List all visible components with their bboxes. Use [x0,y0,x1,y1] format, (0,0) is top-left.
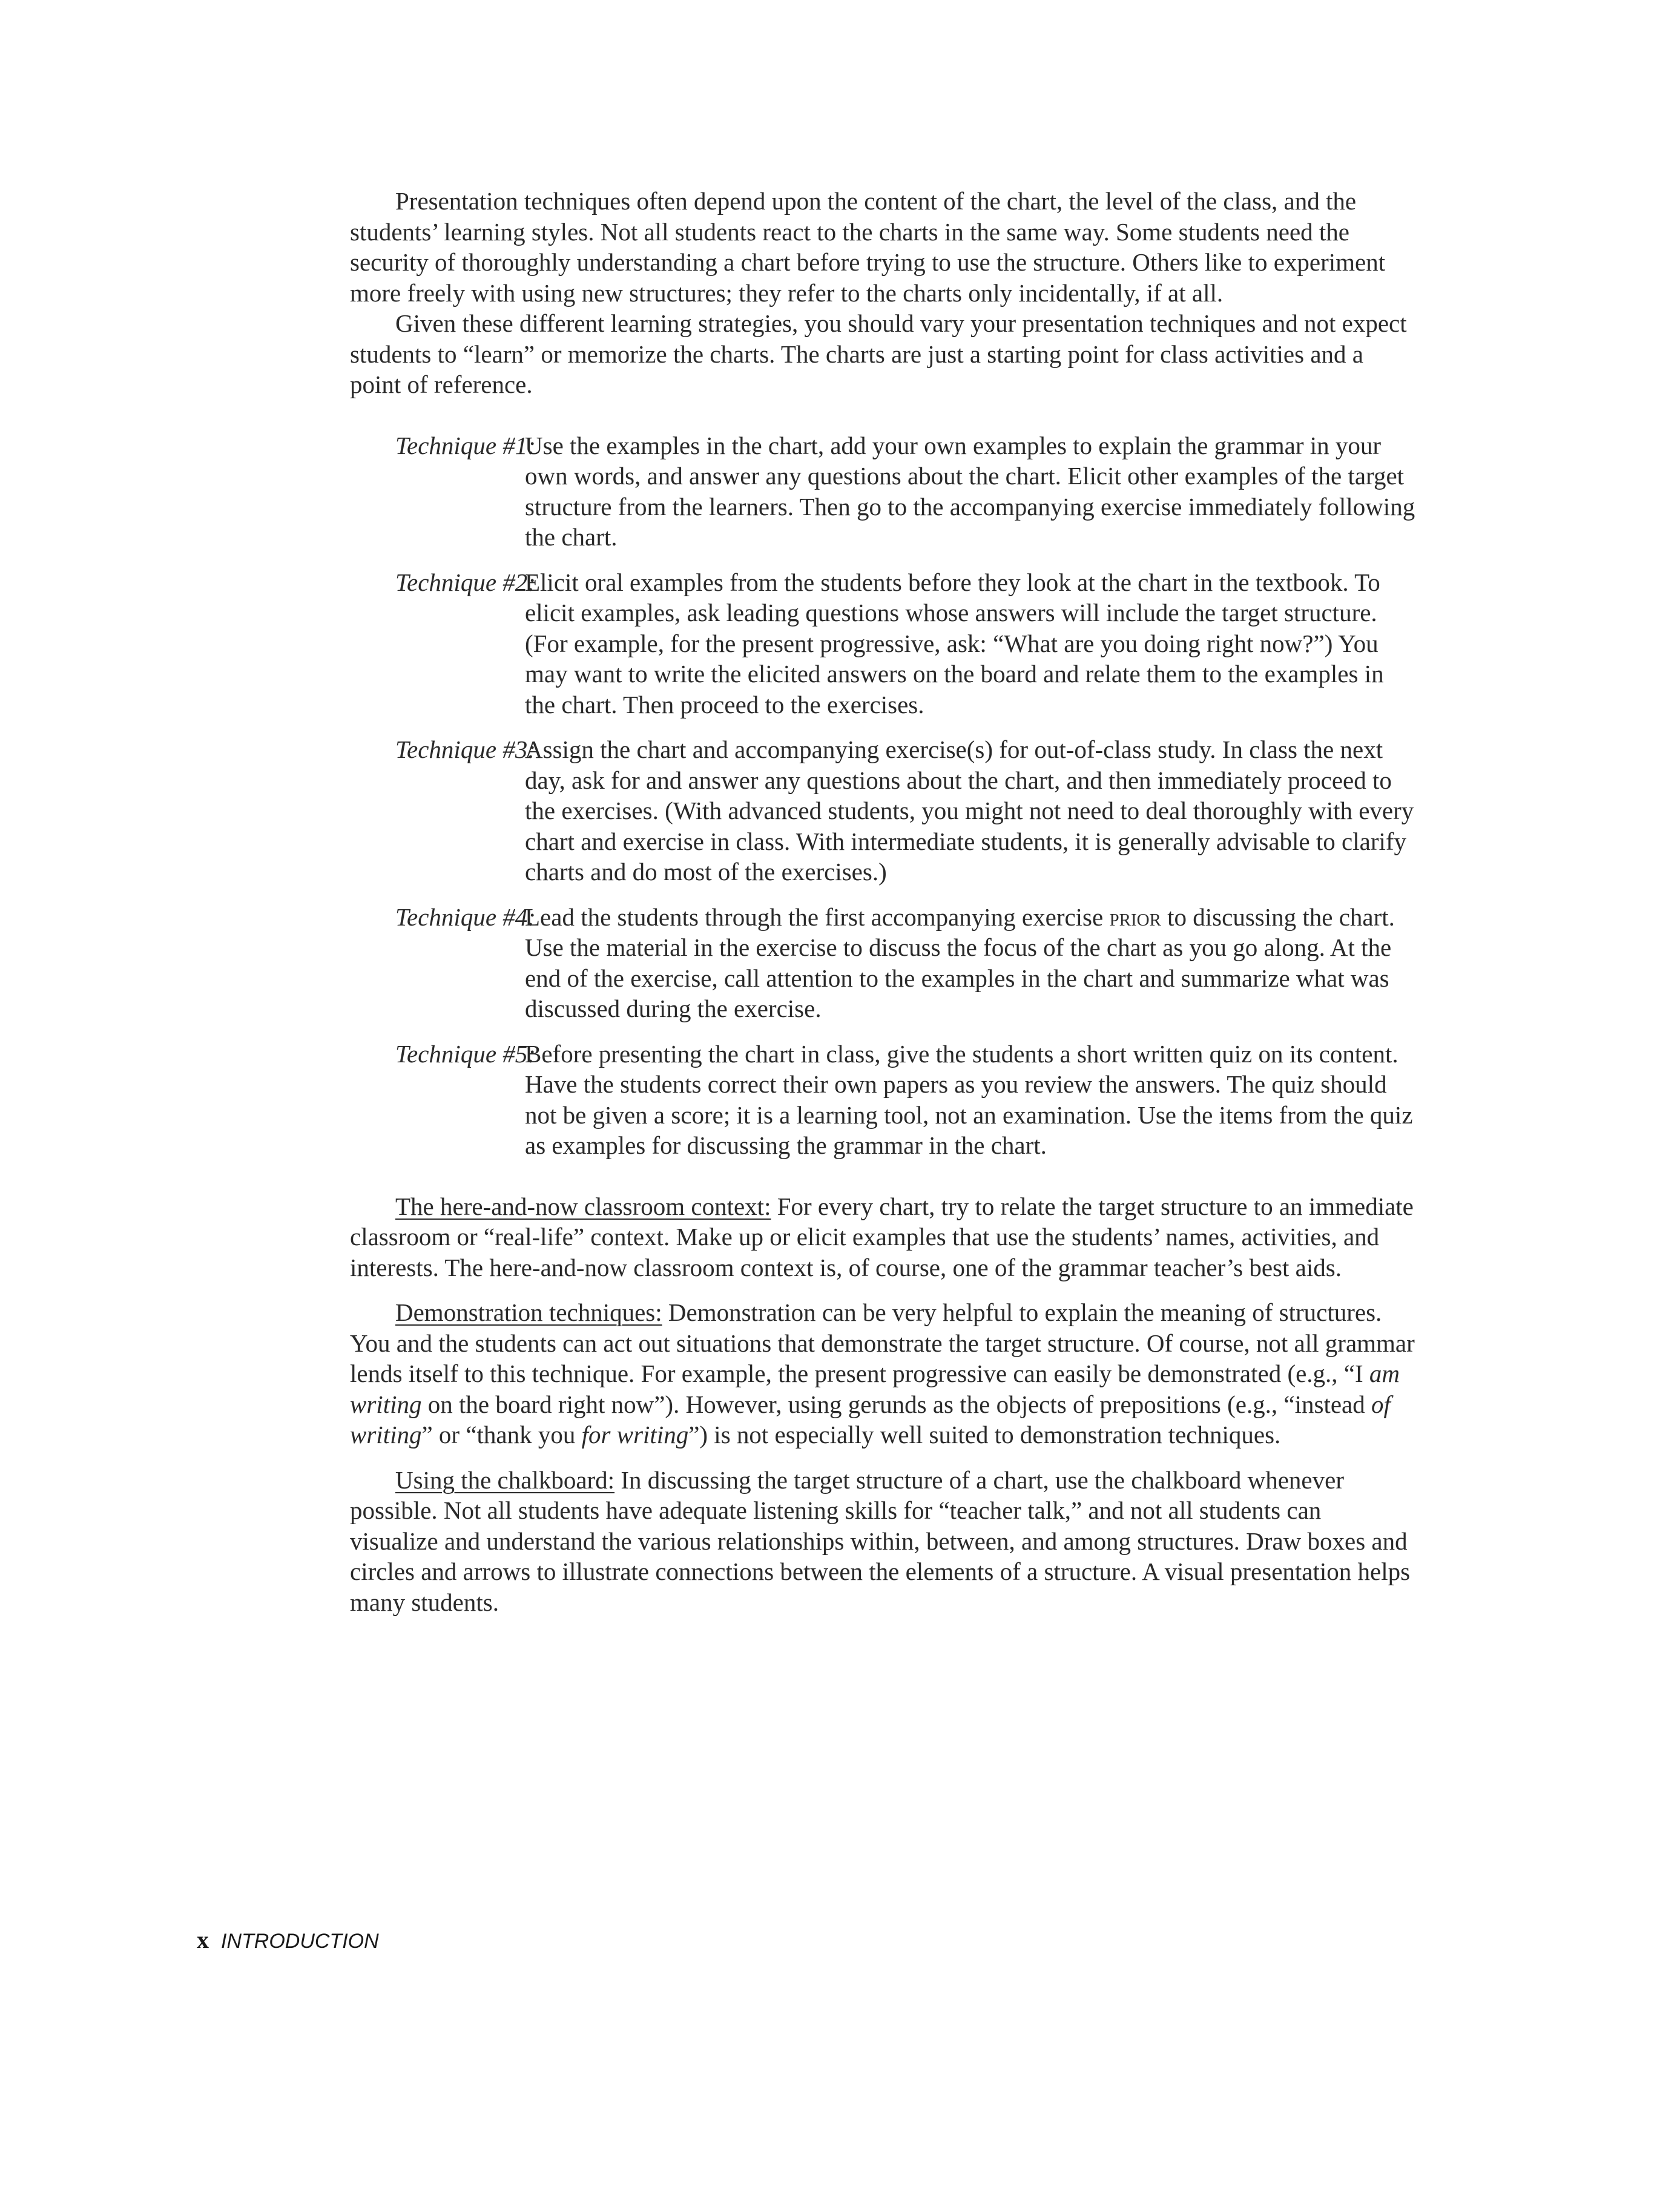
page-number: x [197,1926,209,1953]
technique-label: Technique #4: [395,903,536,931]
example-am-writing: am writing [350,1360,1400,1418]
body-text [350,186,1415,1617]
technique-item [350,567,1415,720]
heading-here-and-now: The here-and-now classroom context: [395,1192,771,1220]
example-of-writing: of writing [350,1390,1391,1449]
paragraph-demonstration [350,1297,1415,1450]
technique-text-part: Lead the students through the first accompanying exercise [525,903,1110,931]
technique-text: Use the examples in the chart, add your own examples to explain the grammar in your own words, and answer any questions about the chart. Elicit other examples of the target structure from the learners. Then go to the accompanying exercise immediately following the chart. [525,431,1415,551]
technique-text-part: to discussing the chart. Use the material in the exercise to discuss the focus of the chart as you go along. At the end of the exercise, call attention to the examples in the chart and summarize what was discussed during the exercise. [525,903,1395,1022]
technique-text: Elicit oral examples from the students before they look at the chart in the textbook. To elicit examples, ask leading questions whose answers will include the target structure. (For example, for the present progressive, ask: “What are you doing right now?”) You may want to write the elicited answers on the board and relate them to the examples in the chart. Then proceed to the exercises. [525,568,1384,719]
paragraph-chalkboard [350,1465,1415,1618]
technique-label: Technique #2: [395,568,536,596]
paragraph-here-and-now [350,1191,1415,1283]
technique-text: Before presenting the chart in class, give the students a short written quiz on its content. Have the students correct their own papers as you review the answers. The quiz should not be given a score; it is a learning tool, not an examination. Use the items from the quiz as examples for discussing the grammar in the chart. [525,1039,1413,1159]
example-for-writing: for writing [581,1421,689,1449]
heading-chalkboard: Using the chalkboard: [395,1465,615,1494]
technique-label: Technique #5: [395,1039,536,1068]
technique-label: Technique #3: [395,735,536,763]
demonstration-text: on the board right now”). However, using gerunds as the objects of prepositions (e.g., “instead [421,1390,1371,1418]
paragraph-presentation-techniques: Presentation techniques often depend upon the content of the chart, the level of the class, and the students’ learning styles. Not all students react to the charts in the same way. Some students need the security of thoroughly understanding a chart before trying to use the structure. Others like to experiment more freely with using new structures; they refer to the charts only incidentally, if at all. [350,187,1386,307]
technique-text: Assign the chart and accompanying exercise(s) for out-of-class study. In class the next day, ask for and answer any questions about the chart, and then immediately proceed to the exercises. (With advanced students, you might not need to deal thoroughly with every chart and exercise in class. With intermediate students, it is generally advisable to clarify charts and do most of the exercises.) [525,735,1414,886]
technique-text [525,902,1415,1024]
heading-demonstration: Demonstration techniques: [395,1298,662,1326]
here-and-now-text: For every chart, try to relate the target structure to an immediate classroom or “real-life” context. Make up or elicit examples that use the students’ names, activities, and interests. The here-and-now classroom context is, of course, one of the grammar teacher’s best aids. [350,1192,1414,1281]
technique-item [350,734,1415,887]
section-title: INTRODUCTION [221,1930,379,1953]
chalkboard-text: In discussing the target structure of a chart, use the chalkboard whenever possible. Not all students have adequate listening skills for “teacher talk,” and not all students can visualize and understand the various relationships within, between, and among structures. Draw boxes and circles and arrows to illustrate connections between the elements of a structure. A visual presentation helps many students. [350,1465,1411,1616]
techniques-list [350,430,1415,1161]
technique-label: Technique #1: [395,431,536,459]
technique-emphasis-prior: prior [1109,903,1161,931]
demonstration-text: ” or “thank you [421,1421,582,1449]
paragraph-learning-strategies: Given these different learning strategies, you should vary your presentation techniques and not expect students to “learn” or memorize the charts. The charts are just a starting point for class activities and a point of reference. [350,309,1407,398]
technique-item [350,902,1415,1024]
technique-item [350,430,1415,553]
demonstration-text: ”) is not especially well suited to demonstration techniques. [688,1421,1281,1449]
page-footer [197,1926,379,1954]
technique-item [350,1039,1415,1161]
demonstration-text: Demonstration can be very helpful to explain the meaning of structures. You and the students can act out situations that demonstrate the target structure. Of course, not all grammar lends itself to this technique. For example, the present progressive can easily be demonstrated (e.g., “I [350,1298,1415,1387]
